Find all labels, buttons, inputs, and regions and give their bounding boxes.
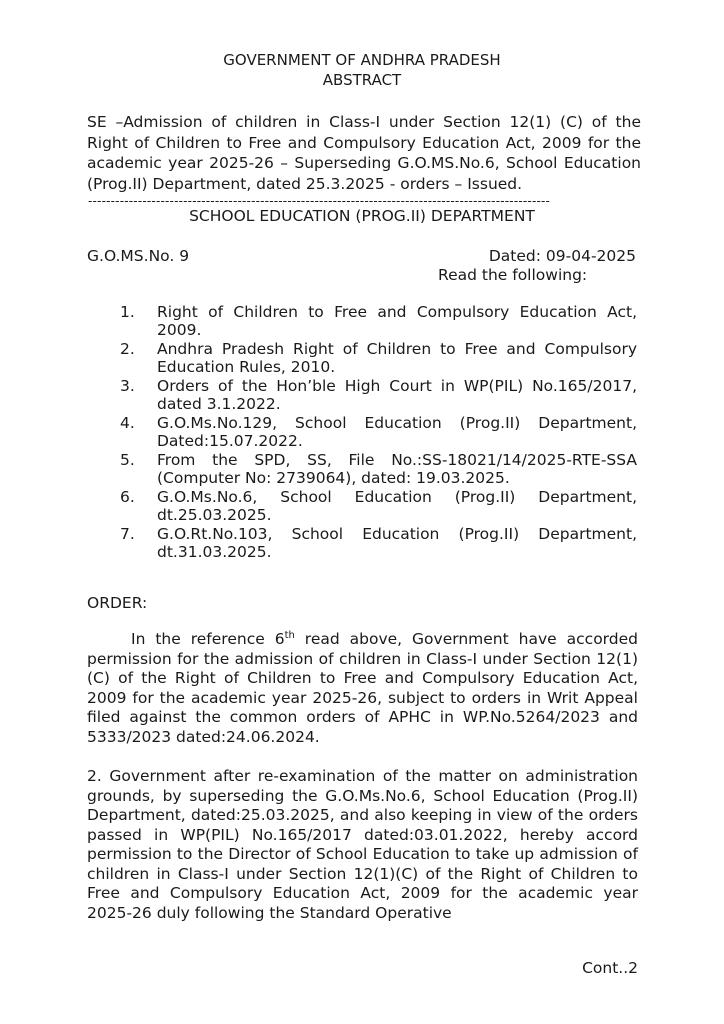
go-number: G.O.MS.No. 9: [87, 247, 190, 265]
reference-number: 1.: [120, 303, 135, 321]
department-heading: SCHOOL EDUCATION (PROG.II) DEPARTMENT: [189, 207, 535, 225]
reference-number: 6.: [120, 488, 135, 506]
reference-text: Andhra Pradesh Right of Children to Free and Compulsory Education Rules, 2010.: [157, 340, 637, 376]
para1-lead: In the reference 6: [131, 630, 285, 648]
reference-item: [120, 488, 637, 524]
reference-number: 2.: [120, 340, 135, 358]
reference-item: [120, 303, 637, 339]
reference-number: 5.: [120, 451, 135, 469]
order-paragraph-1: [87, 630, 638, 747]
order-paragraph-2: 2. Government after re-examination of the matter on administration grounds, by superseding the G.O.Ms.No.6, School Education (Prog.II) Department, dated:25.03.2025, and also keeping in view of the orders passed in WP(PIL) No.165/2017 dated:03.01.2022, hereby accord permission to the Director of School Education to take up admission of children in Class-I under Section 12(1)(C) of the Right of Children to Free and Compulsory Education Act, 2009 for the academic year 2025-26 duly following the Standard Operative: [87, 767, 638, 922]
para1-superscript: th: [284, 629, 295, 641]
read-following-label: Read the following:: [438, 266, 588, 284]
reference-text: Right of Children to Free and Compulsory Education Act, 2009.: [157, 303, 637, 339]
order-date: Dated: 09-04-2025: [488, 247, 636, 265]
abstract-heading: ABSTRACT: [322, 71, 402, 89]
reference-number: 4.: [120, 414, 135, 432]
reference-text: Orders of the Hon’ble High Court in WP(PIL) No.165/2017, dated 3.1.2022.: [157, 377, 637, 413]
reference-item: [120, 525, 637, 561]
reference-text: G.O.Ms.No.6, School Education (Prog.II) Department, dt.25.03.2025.: [157, 488, 637, 524]
order-heading: ORDER:: [87, 594, 148, 612]
reference-item: [120, 451, 637, 487]
reference-item: [120, 340, 637, 376]
continuation-marker: Cont..2: [582, 959, 638, 977]
reference-item: [120, 414, 637, 450]
reference-number: 7.: [120, 525, 135, 543]
subject-paragraph: SE –Admission of children in Class-I under Section 12(1) (C) of the Right of Children to Free and Compulsory Education Act, 2009 for the academic year 2025-26 – Superseding G.O.MS.No.6, School Education (Prog.II) Department, dated 25.3.2025 - orders – Issued.: [87, 113, 641, 193]
reference-text: From the SPD, SS, File No.:SS-18021/14/2025-RTE-SSA (Computer No: 2739064), dated: 19.03.2025.: [157, 451, 637, 487]
reference-text: G.O.Ms.No.129, School Education (Prog.II) Department, Dated:15.07.2022.: [157, 414, 637, 450]
separator-line: ------------------------------------------------------------------------------------------------------: [88, 195, 551, 207]
reference-item: [120, 377, 637, 413]
reference-number: 3.: [120, 377, 135, 395]
reference-text: G.O.Rt.No.103, School Education (Prog.II) Department, dt.31.03.2025.: [157, 525, 637, 561]
references-list: [120, 303, 637, 561]
para1-rest: read above, Government have accorded permission for the admission of children in Class-I under Section 12(1)(C) of the Right of Children to Free and Compulsory Education Act, 2009 for the academic year 2025-26, subject to orders in Writ Appeal filed against the common orders of APHC in WP.No.5264/2023 and 5333/2023 dated:24.06.2024.: [87, 630, 638, 746]
government-heading: GOVERNMENT OF ANDHRA PRADESH: [223, 51, 501, 69]
